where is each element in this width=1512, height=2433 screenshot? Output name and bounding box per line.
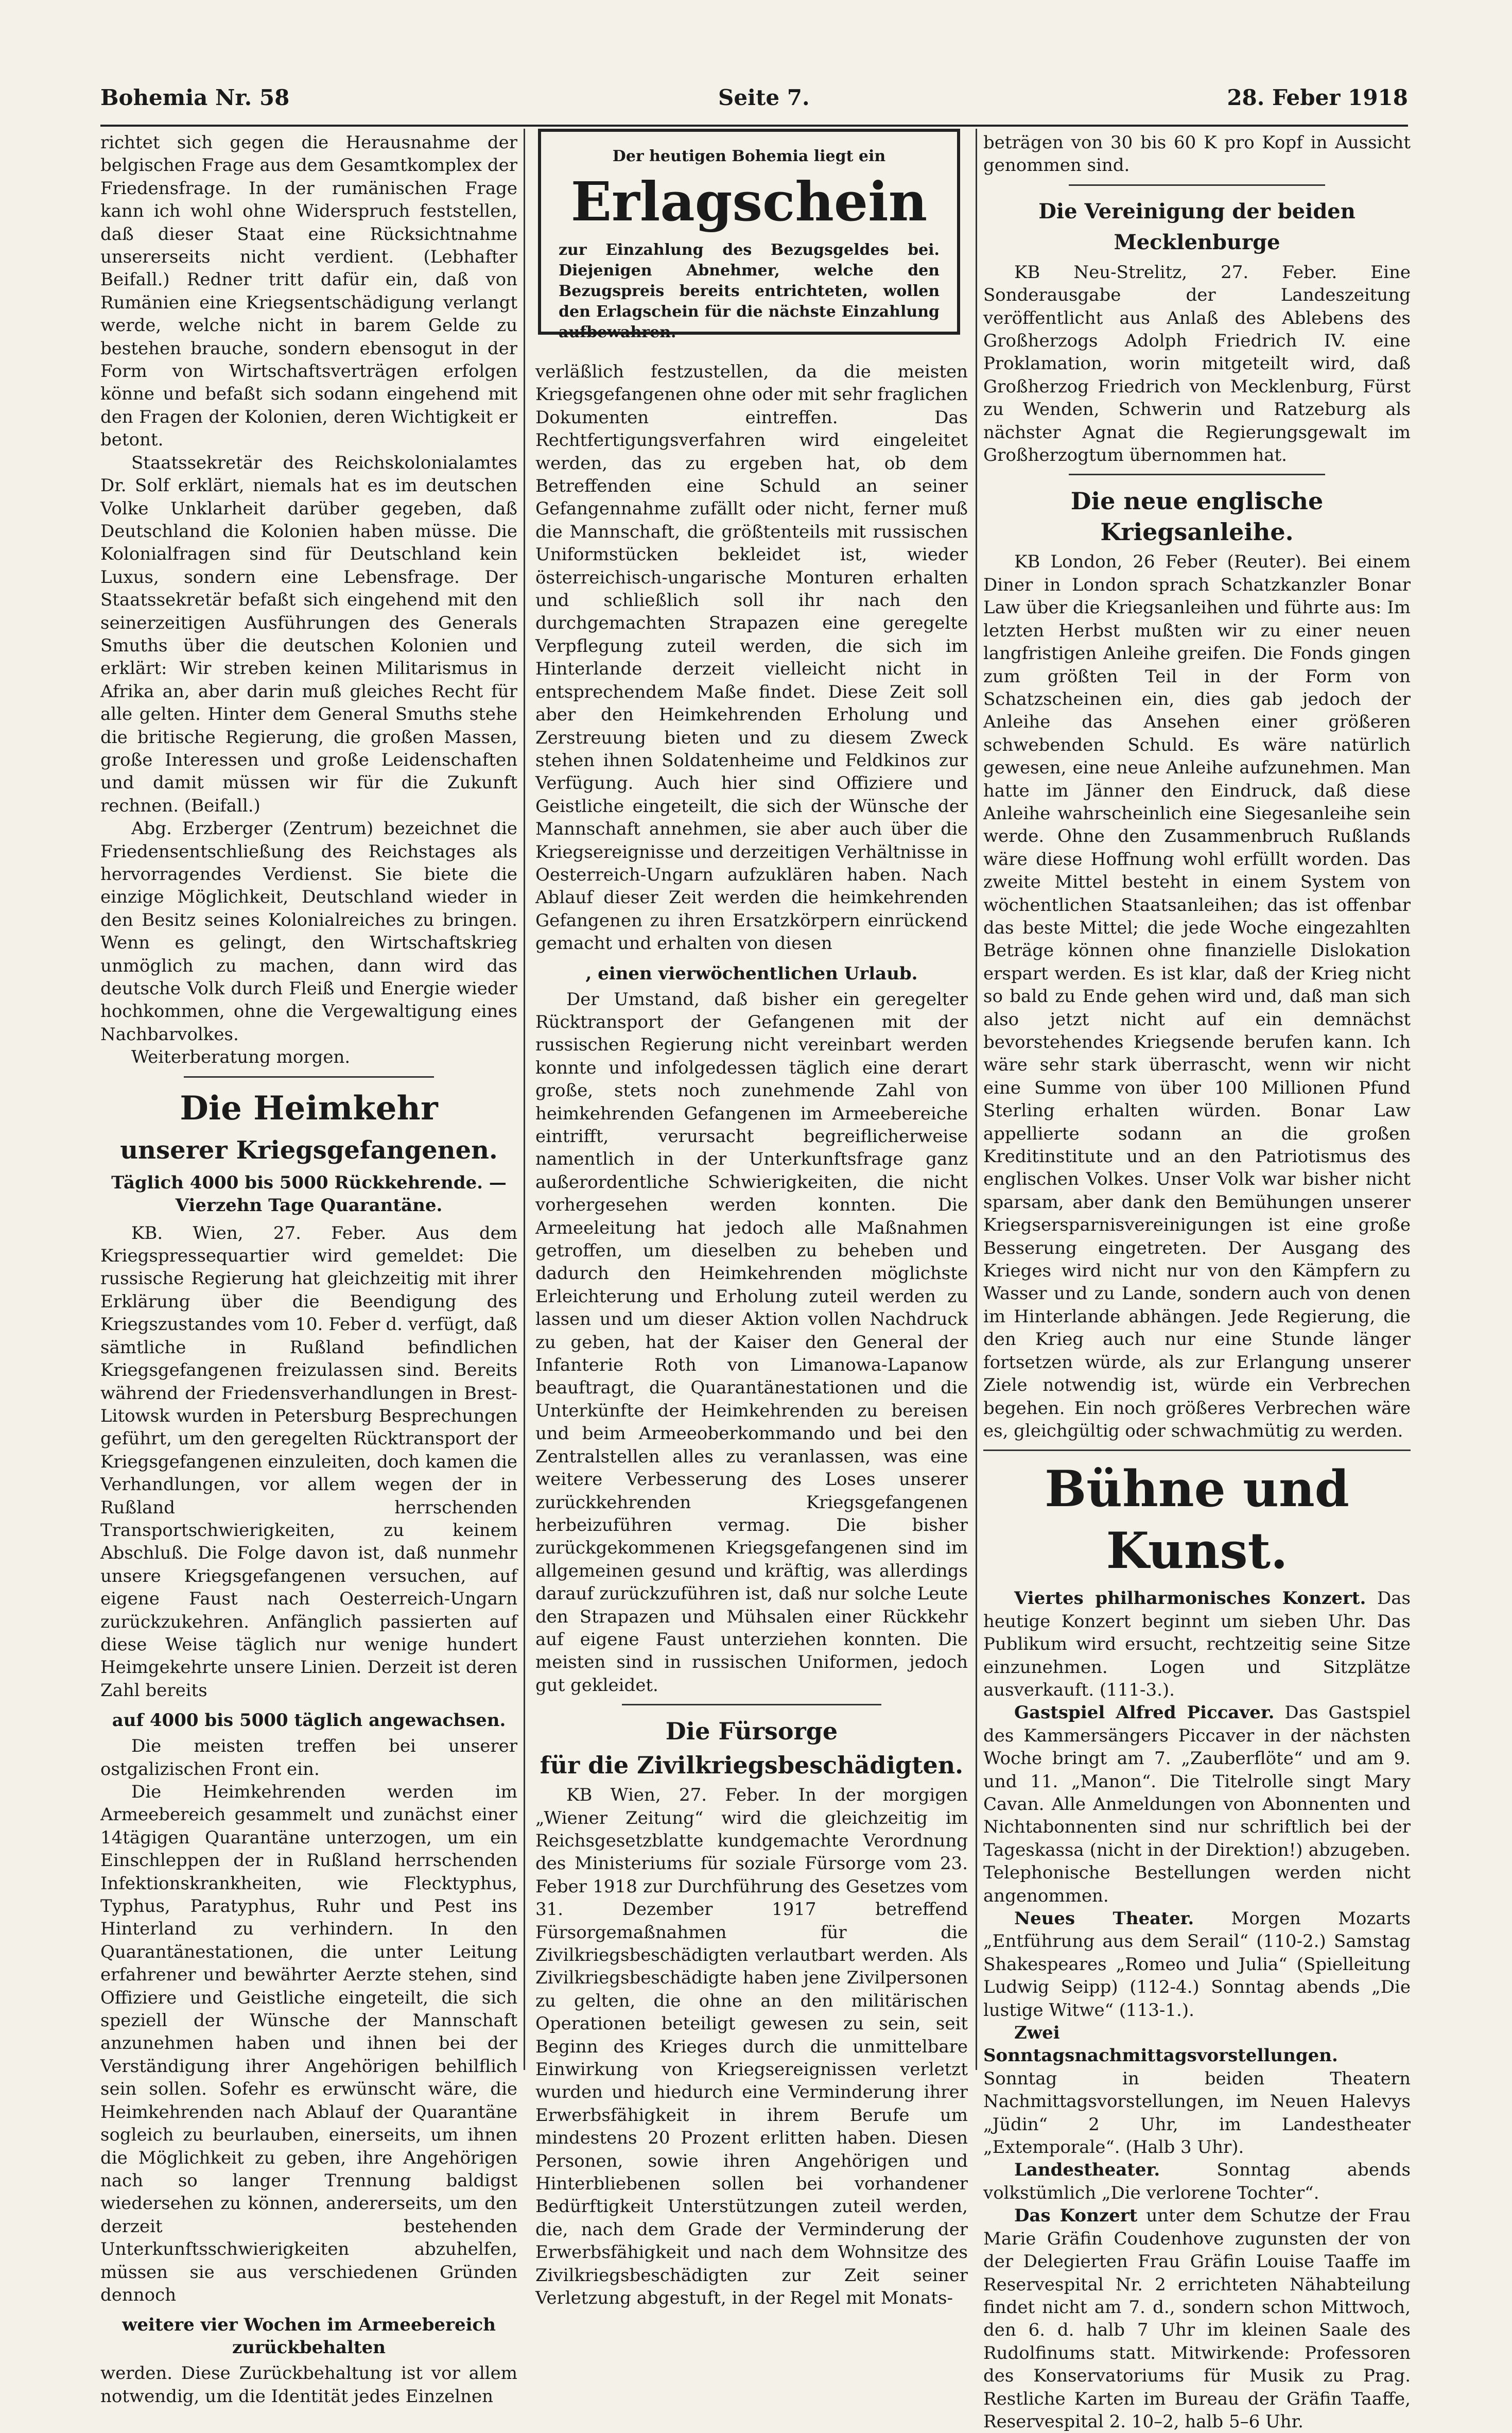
headline-homecoming-2: unserer Kriegsgefangenen. xyxy=(120,1135,498,1165)
item-text: Das heutige Konzert beginnt um sieben Uhr. Das Publikum wird ersucht, rechtzeitig seine Sitze einzunehmen. Logen und Sitzplätze ausverkauft. (111-3.). xyxy=(983,1588,1411,1700)
notice-title: Erlagschein xyxy=(570,170,928,233)
column-1 xyxy=(100,131,517,2407)
headline-welfare-2: für die Zivilkriegsbeschädigten. xyxy=(540,1751,964,1780)
headline-homecoming-1: Die Heimkehr xyxy=(180,1089,438,1128)
article-text: beträgen von 30 bis 60 K pro Kopf in Aussicht genommen sind. xyxy=(983,132,1411,176)
separator xyxy=(622,1704,881,1705)
header-date: 28. Feber 1918 xyxy=(1227,85,1408,110)
header-rule xyxy=(100,125,1408,127)
separator xyxy=(983,1450,1411,1451)
notice-text: zur Einzahlung des Bezugsgeldes bei. Diejenigen Abnehmer, welche den Bezugspreis bereits entrichteten, wollen den Erlagschein für die nächste Einzahlung aufbewahren. xyxy=(559,241,940,341)
article-text: Die Heimkehrenden werden im Armeebereich gesammelt und zunächst einer 14tägigen Quarantäne unterzogen, um ein Einschleppen der in Rußland herrschenden Infektionskrankheiten, wie Flecktyphus, Typhus, Paratyphus, Ruhr und Pest ins Hinterland zu verhindern. In den Quarantänestationen, die unter Leitung erfahrener und bewährter Aerzte stehen, sind Offiziere und Geistliche eingeteilt, die sich speziell der Wünsche der Mannschaft anzunehmen haben und ihnen bei der Verständigung ihrer Angehörigen behilflich sein sollen. Sofehr es erwünscht wäre, die Heimkehrenden nach Ablauf der Quarantäne sogleich zu beurlauben, einerseits, um ihnen die Möglichkeit zu geben, ihre Angehörigen nach so langer Trennung baldigst wiedersehen zu können, andererseits, um den derzeit bestehenden Unterkunftsschwierigkeiten abzuhelfen, müssen sie aus verschiedenen Gründen dennoch xyxy=(100,1782,517,2305)
article-text: verläßlich festzustellen, da die meisten Kriegsgefangenen ohne oder mit sehr fraglichen Dokumenten eintreffen. Das Rechtfertigungsverfahren wird eingeleitet werden, das zu ergeben hat, ob dem Betreffenden eine Schuld an seiner Gefangennahme zufällt oder nicht, ferner muß die Mannschaft, die größtenteils mit russischen Uniformstücken bekleidet ist, wieder österreichisch-ungarische Monturen erhalten und schließlich soll ihr nach den durchgemachten Strapazen eine geregelte Verpflegung zuteil werden, die sich im Hinterlande derzeit vielleicht nicht in entsprechendem Maße findet. Diese Zeit soll aber den Heimkehrenden Erholung und Zerstreuung bieten und zu diesem Zweck stehen ihnen Soldatenheime und Feldkinos zur Verfügung. Auch hier sind Offiziere und Geistliche eingeteilt, die sich der Wünsche der Mannschaft annehmen, sie aber auch über die Kriegsereignisse und derzeitigen Verhältnisse in Oesterreich-Ungarn aufzuklären haben. Nach Ablauf dieser Zeit werden die heimkehrenden Gefangenen zu ihren Ersatzkörpern einrückend gemacht und erhalten von diesen xyxy=(535,361,968,954)
article-text: Staatssekretär des Reichskolonialamtes Dr. Solf erklärt, niemals hat es im deutschen Volke Unklarheit darüber gegeben, daß Deutschland die Kolonien haben müsse. Die Kolonialfragen sind für Deutschland kein Luxus, sondern eine Lebensfrage. Der Staatssekretär befaßt sich eingehend mit den seinerzeitigen Ausführungen des Generals Smuths über die deutschen Kolonien und erklärt: Wir streben keinen Militarismus in Afrika an, aber darin muß gleiches Recht für alle gelten. Hinter dem General Smuths stehe die britische Regierung, die großen Massen, große Interessen und große Leidenschaften und damit müssen wir für die Zukunft rechnen. (Beifall.) xyxy=(100,452,517,816)
item-text: Das Gastspiel des Kammersängers Piccaver in der nächsten Woche bringt am 7. „Zauberflöte“ und am 9. und 11. „Manon“. Die Titelrolle singt Mary Cavan. Alle Anmeldungen von Abonnenten und Nichtabonnenten sind nur schriftlich bei der Tageskassa (nicht in der Direktion!) abzugeben. Telephonische Bestellungen werden nicht angenommen. xyxy=(983,1702,1411,1906)
item-text: Morgen Mozarts „Entführung aus dem Serail“ (110-2.) Samstag Shakespeares „Romeo und Julia“ (Spielleitung Ludwig Seipp) (112-4.) Sonntag abends „Die lustige Witwe“ (113-1.). xyxy=(983,1908,1411,2021)
subheadline: Täglich 4000 bis 5000 Rückkehrende. — Vierzehn Tage Quarantäne. xyxy=(111,1172,507,1216)
separator xyxy=(184,1076,434,1078)
header-page-number: Seite 7. xyxy=(718,85,810,110)
column-3 xyxy=(983,131,1411,2432)
item-text: Sonntag in beiden Theatern Nachmittagsvorstellungen, im Neuen Halevys „Jüdin“ 2 Uhr, im Landestheater „Extemporale“. (Halb 3 Uhr). xyxy=(983,2068,1411,2158)
article-text: KB. Wien, 27. Feber. Aus dem Kriegspressequartier wird gemeldet: Die russische Regierung hat gleichzeitig mit ihrer Erklärung über die Beendigung des Kriegszustandes vom 10. Feber d. verfügt, daß sämtliche in Rußland befindlichen Kriegsgefangenen freizulassen sind. Bereits während der Friedensverhandlungen in Brest-Litowsk wurden in Petersburg Besprechungen geführt, um den geregelten Rücktransport der Kriegsgefangenen einzuleiten, doch kamen die Verhandlungen, vor allem wegen der in Rußland herrschenden Transportschwierigkeiten, zu keinem Abschluß. Die Folge davon ist, daß nunmehr unsere Kriegsgefangenen versuchen, auf eigene Faust nach Oesterreich-Ungarn zurückzukehren. Anfänglich passierten auf diese Weise täglich nur wenige hundert Heimgekehrte unsere Linien. Derzeit ist deren Zahl bereits xyxy=(100,1222,517,1701)
column-2 xyxy=(535,360,968,2309)
subheadline: auf 4000 bis 5000 täglich angewachsen. xyxy=(112,1710,506,1731)
headline-war-loan: Die neue englische Kriegsanleihe. xyxy=(1070,487,1324,546)
notice-box xyxy=(538,129,960,341)
item-title: Neues Theater. xyxy=(1014,1908,1194,1929)
notice-intro: Der heutigen Bohemia liegt ein xyxy=(612,147,886,165)
header-issue: Bohemia Nr. 58 xyxy=(100,85,290,110)
column-divider-1 xyxy=(524,129,525,2070)
item-title: Gastspiel Alfred Piccaver. xyxy=(1014,1702,1275,1723)
page-header xyxy=(100,77,1408,124)
separator xyxy=(1069,474,1325,475)
column-divider-2 xyxy=(976,129,977,2070)
item-title: Viertes philharmonisches Konzert. xyxy=(1014,1588,1366,1609)
headline-mecklenburg: Die Vereinigung der beiden Mecklenburge xyxy=(1038,199,1355,254)
headline-welfare-1: Die Fürsorge xyxy=(665,1717,838,1746)
article-text: richtet sich gegen die Herausnahme der belgischen Frage aus dem Gesamtkomplex der Friedensfrage. In der rumänischen Frage kann ich wohl ohne Widerspruch feststellen, daß dieser Staat eine Rücksichtnahme unsererseits nicht verdient. (Lebhafter Beifall.) Redner tritt dafür ein, daß von Rumänien eine Kriegsentschädigung verlangt werde, welche nicht in barem Gelde zu bestehen brauche, sondern ebensogut in der Form von Wirtschaftsverträgen erfolgen könne und befaßt sich sodann eingehend mit den Fragen der Kolonien, deren Wichtigkeit er betont. xyxy=(100,132,517,451)
article-text: KB Neu-Strelitz, 27. Feber. Eine Sonderausgabe der Landeszeitung veröffentlicht aus Anlaß des Ablebens des Großherzogs Adolph Friedrich IV. eine Proklamation, worin mitgeteilt wird, daß Großherzog Friedrich von Mecklenburg, Fürst zu Wenden, Schwerin und Ratzeburg als nächster Agnat die Regierungsgewalt im Großherzogtum übernommen hat. xyxy=(983,262,1411,466)
article-text: KB London, 26 Feber (Reuter). Bei einem Diner in London sprach Schatzkanzler Bonar Law über die Kriegsanleihen und führte aus: Im letzten Herbst mußten wir zu einer neuen langfristigen Anleihe greifen. Die Fonds gingen zum größten Teil in der Form von Schatzscheinen ein, dies gab jedoch der Anleihe das Ansehen einer größeren schwebenden Schuld. Es wäre natürlich gewesen, eine neue Anleihe aufzunehmen. Man hatte im Jänner den Eindruck, daß diese Anleihe wahrscheinlich eine Siegesanleihe sein werde. Ohne den Zusammenbruch Rußlands wäre diese Hoffnung wohl erfüllt worden. Das zweite Mittel besteht in einem System von wöchentlichen Staatsanleihen; das ist offenbar das beste Mittel; die jede Woche eingezahlten Beträge können ohne finanzielle Dislokation erspart werden. Es ist klar, daß der Krieg nicht so bald zu Ende gehen wird und, daß man sich also jetzt nicht auf ein demnächst bevorstehendes Kriegsende berufen kann. Ich wäre sehr stark überrascht, wenn wir nicht eine Summe von über 100 Millionen Pfund Sterling erhalten würden. Bonar Law appellierte sodann an die großen Kreditinstitute und an den Patriotismus des englischen Volkes. Unser Volk war bisher nicht sparsam, aber dank den Bemühungen unserer Kriegsersparnisvereinigungen ist eine große Besserung eingetreten. Der Ausgang des Krieges wird nicht nur von den Kämpfern zu Wasser und zu Lande, sondern auch von denen im Hinterlande abhängen. Jede Regierung, die den Krieg auch nur eine Stunde länger fortsetzen würde, als zur Erlangung unserer Ziele notwendig ist, würde ein Verbrechen begehen. Ein noch größeres Verbrechen wäre es, gleichgültig oder schwachmütig zu werden. xyxy=(983,551,1411,1441)
article-text: Abg. Erzberger (Zentrum) bezeichnet die Friedensentschließung des Reichstages als hervorragendes Verdienst. Sie biete die einzige Möglichkeit, Deutschland wieder in den Besitz seines Kolonialreiches zu bringen. Wenn es gelingt, den Wirtschaftskrieg unmöglich zu machen, dann wird das deutsche Volk durch Fleiß und Energie wieder hochkommen, ohne die Vergewaltigung eines Nachbarvolkes. xyxy=(100,818,517,1045)
article-text: Die meisten treffen bei unserer ostgalizischen Front ein. xyxy=(100,1736,517,1780)
subheadline: , einen vierwöchentlichen Urlaub. xyxy=(585,963,918,984)
subheadline: weitere vier Wochen im Armeebereich zurückbehalten xyxy=(122,2315,496,2358)
article-text: werden. Diese Zurückbehaltung ist vor allem notwendig, um die Identität jedes Einzelnen xyxy=(100,2363,517,2407)
item-title: Das Konzert xyxy=(1014,2205,1138,2227)
item-text: unter dem Schutze der Frau Marie Gräfin Coudenhove zugunsten der von der Delegierten Frau Gräfin Louise Taaffe im Reservespital Nr. 2 errichteten Nähabteilung findet nicht am 7. d., sondern schon Mittwoch, den 6. d. halb 7 Uhr im kleinen Saale des Rudolfinums statt. Mitwirkende: Professoren des Konservatoriums für Musik zu Prag. Restliche Karten im Bureau der Gräfin Taaffe, Reservespital 2. 10–2, halb 5–6 Uhr. xyxy=(983,2205,1411,2432)
article-text: Weiterberatung morgen. xyxy=(131,1047,351,1068)
article-text: KB Wien, 27. Feber. In der morgigen „Wiener Zeitung“ wird die gleichzeitig im Reichsgesetzblatte kundgemachte Verordnung des Ministeriums für soziale Fürsorge vom 23. Feber 1918 zur Durchführung des Gesetzes vom 31. Dezember 1917 betreffend Fürsorgemaßnahmen für die Zivilkriegsbeschädigten verlautbart werden. Als Zivilkriegsbeschädigte haben jene Zivilpersonen zu gelten, die ohne an den militärischen Operationen beteiligt gewesen zu sein, seit Beginn des Krieges durch die unmittelbare Einwirkung von Kriegsereignissen verletzt wurden und hiedurch eine Verminderung ihrer Erwerbsfähigkeit in ihrem Berufe um mindestens 20 Prozent erlitten haben. Diesen Personen, sowie ihren Angehörigen und Hinterbliebenen sollen bei vorhandener Bedürftigkeit Unterstützungen zuteil werden, die, nach dem Grade der Verminderung der Erwerbsfähigkeit und nach dem Wohnsitze des Zivilkriegsbeschädigten zur Zeit seiner Verletzung abgestuft, in der Regel mit Monats- xyxy=(535,1785,968,2309)
item-text: Sonntag abends volkstümlich „Die verlorene Tochter“. xyxy=(983,2160,1411,2203)
item-title: Zwei Sonntagsnachmittagsvorstellungen. xyxy=(983,2023,1338,2066)
headline-stage-and-art: Bühne und Kunst. xyxy=(1045,1460,1349,1580)
article-text: Der Umstand, daß bisher ein geregelter Rücktransport der Gefangenen mit der russischen Regierung nicht vereinbart werden konnte und infolgedessen täglich eine derart große, stets noch zunehmende Zahl von heimkehrenden Gefangenen im Armeebereiche eintrifft, verursacht begreiflicherweise namentlich in der Unterkunftsfrage ganz außerordentliche Schwierigkeiten, die nicht vorhergesehen werden konnten. Die Armeeleitung hat jedoch alle Maßnahmen getroffen, um dieselben zu beheben und dadurch den Heimkehrenden möglichste Erleichterung und Erholung zuteil werden zu lassen und um dieser Aktion vollen Nachdruck zu geben, hat der Kaiser den General der Infanterie Roth von Limanowa-Lapanow beauftragt, die Quarantänestationen und die Unterkünfte der Heimkehrenden zu bereisen und beim Armeeoberkommando und bei den Zentralstellen alles zu veranlassen, was eine weitere Verbesserung des Loses unserer zurückkehrenden Kriegsgefangenen herbeizuführen vermag. Die bisher zurückgekommenen Kriegsgefangenen sind im allgemeinen gesund und kräftig, was allerdings darauf zurückzuführen ist, daß nur solche Leute den Strapazen und Mühsalen einer Rückkehr auf eigene Faust unterziehen konnten. Die meisten sind in russischen Uniformen, jedoch gut gekleidet. xyxy=(535,989,968,1696)
separator xyxy=(1069,184,1325,186)
item-title: Landestheater. xyxy=(1014,2160,1160,2181)
